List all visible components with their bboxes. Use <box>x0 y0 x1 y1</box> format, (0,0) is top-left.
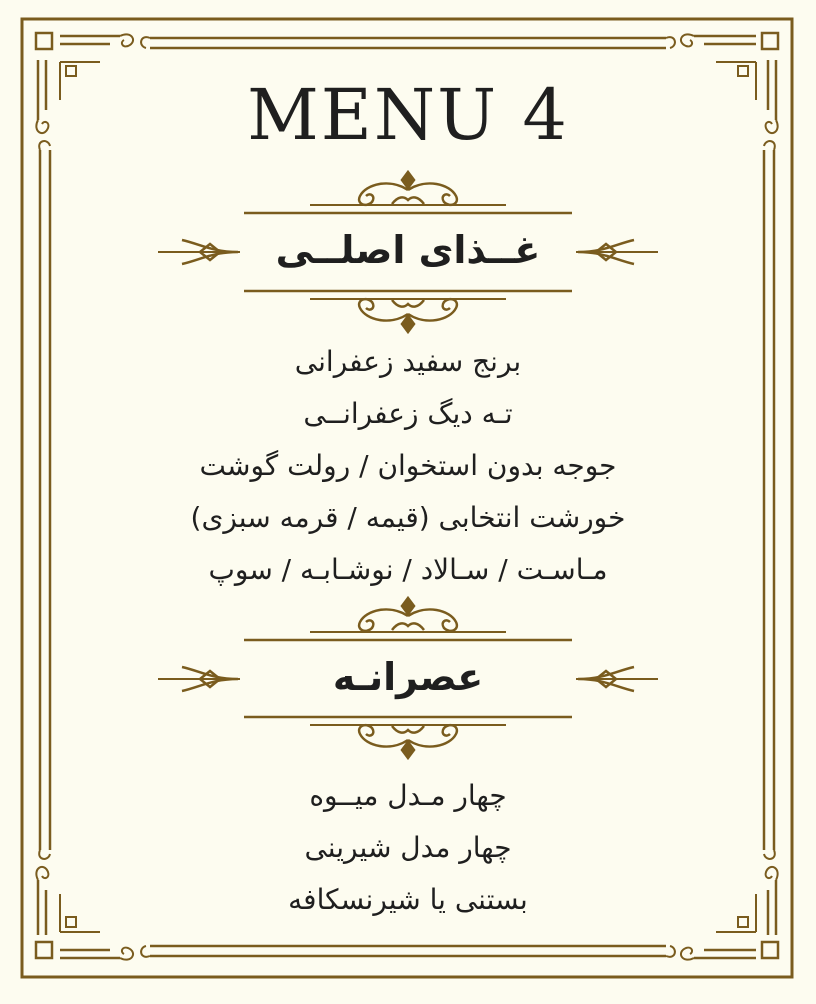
section-heading-main-course: غــذای اصلــی <box>275 228 541 272</box>
corner-square-bl <box>36 942 52 958</box>
main-course-list <box>0 336 816 596</box>
list-item: چهار مدل شیرینی <box>304 831 512 864</box>
list-item: برنج سفید زعفرانی <box>294 345 522 378</box>
afternoon-tea-list <box>0 770 816 926</box>
list-item: جوجه بدون استخوان / رولت گوشت <box>199 449 617 482</box>
list-item: مـاسـت / سـالاد / نوشـابـه / سوپ <box>208 553 608 586</box>
corner-square-br <box>762 942 778 958</box>
menu-title: MENU 4 <box>247 74 569 156</box>
list-item: بستنی یا شیرنسکافه <box>288 883 528 916</box>
section-heading-afternoon-tea: عصرانـه <box>332 655 484 699</box>
list-item: تـه دیگ زعفرانــی <box>303 397 513 430</box>
list-item: خورشت انتخابی (قیمه / قرمه سبزی) <box>190 501 626 534</box>
corner-square-tl <box>36 33 52 49</box>
corner-square-tr <box>762 33 778 49</box>
list-item: چهار مـدل میــوه <box>309 779 507 812</box>
